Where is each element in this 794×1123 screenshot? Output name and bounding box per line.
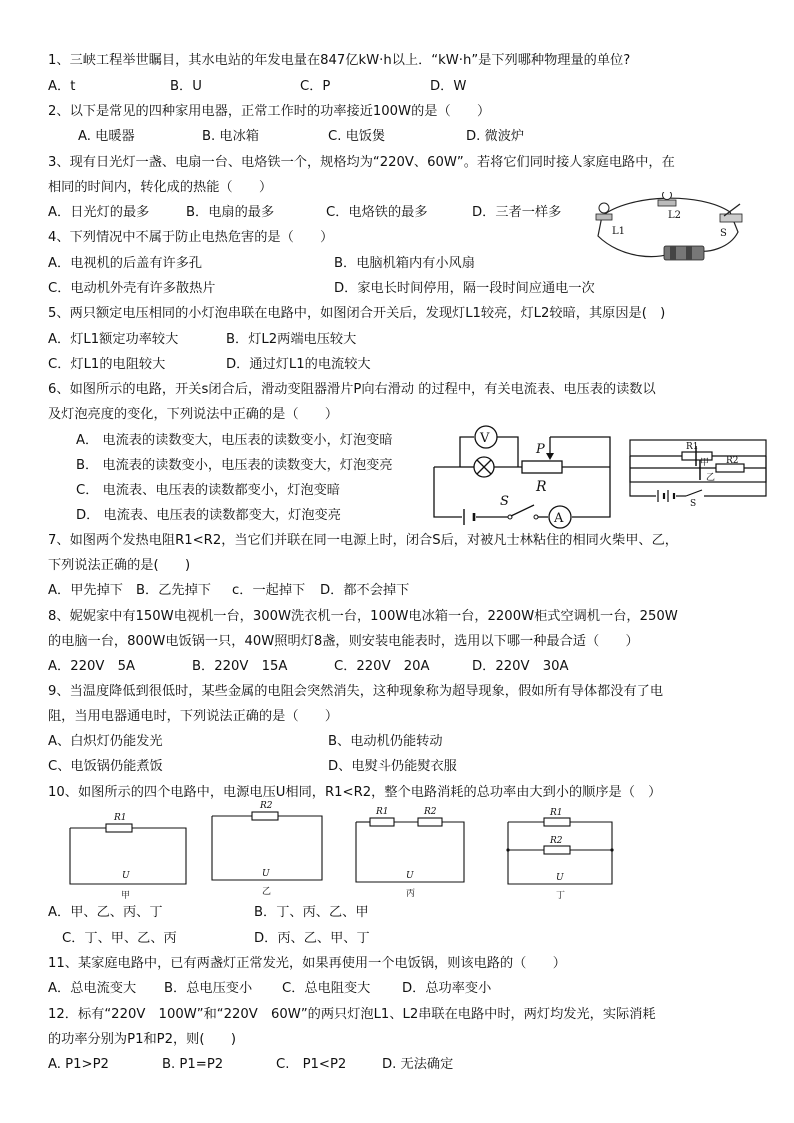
q3-stem-line1: 3、现有日光灯一盏、电扇一台、电烙铁一个，规格均为“220V、60W”。若将它们同时接人家庭电路中，在 [48,155,675,170]
q4-option-b: B．电脑机箱内有小风扇 [334,256,475,271]
q10-bing-r2: R2 [424,807,437,817]
q2-option-c: C. 电饭煲 [328,129,386,144]
q10-option-a: A．甲、乙、丙、丁 [48,905,163,920]
q10-ding-r1: R1 [550,808,563,818]
q5-label-l1: L1 [612,226,626,237]
q3-option-d: D．三者一样多 [472,205,562,220]
q12-option-b: B. P1=P2 [162,1057,224,1072]
q10-yi-name: 乙 [262,887,272,896]
q10-jia-name: 甲 [121,891,131,900]
q5-option-c: C．灯L1的电阻较大 [48,357,166,372]
q7-label-r1: R1 [686,442,699,452]
q7-option-b: B．乙先掉下 [136,583,211,598]
q3-option-a: A．日光灯的最多 [48,205,150,220]
q3-option-b: B．电扇的最多 [186,205,275,220]
q11-option-b: B．总电压变小 [164,981,253,996]
q9-option-b: B、电动机仍能转动 [328,734,443,749]
q1-option-b: B．U [170,79,202,94]
q11-option-c: C．总电阻变大 [282,981,371,996]
q6-option-c: C． 电流表、电压表的读数都变小，灯泡变暗 [76,483,340,498]
q5-option-b: B．灯L2两端电压较大 [226,332,357,347]
q11-stem: 11、某家庭电路中，已有两盏灯正常发光，如果再使用一个电饭锅，则该电路的（ ） [48,956,566,971]
q2-option-d: D. 微波炉 [466,129,525,144]
q10-stem: 10、如图所示的四个电路中，电源电压U相同，R1<R2，整个电路消耗的总功率由大到小的顺序是（ ） [48,785,662,800]
q8-option-b: B．220V 15A [192,659,288,674]
q1-stem: 1、三峡工程举世瞩目，其水电站的年发电量在847亿kW·h以上．“kW·h”是下列哪种物理量的单位? [48,53,631,68]
q4-option-a: A．电视机的后盖有许多孔 [48,256,203,271]
q8-stem-line2: 的电脑一台，800W电饭锅一只，40W照明灯8盏，则安装电能表时，选用以下哪一种最合适（ ） [48,634,639,649]
q10-ding-u: U [556,873,564,883]
q9-stem-line1: 9、当温度降低到很低时，某些金属的电阻会突然消失，这种现象称为超导现象，假如所有导体都没有了电 [48,684,664,699]
q10-circuit-yi [208,800,326,896]
q7-stem-line1: 7、如图两个发热电阻R1<R2，当它们并联在同一电源上时，闭合S后，对被凡士林粘住的相同火柴甲、乙， [48,533,678,548]
q8-option-a: A．220V 5A [48,659,135,674]
q4-stem: 4、下列情况中不属于防止电热危害的是（ ） [48,230,334,245]
q9-option-d: D、电熨斗仍能熨衣服 [328,759,457,774]
q6-option-a: A． 电流表的读数变大，电压表的读数变小，灯泡变暗 [76,433,393,448]
q6-option-d: D． 电流表、电压表的读数都变大，灯泡变亮 [76,508,341,523]
q6-label-s: S [500,494,509,509]
q7-circuit-figure [626,436,772,506]
q10-jia-r1: R1 [114,813,127,823]
q1-option-d: D．W [430,79,467,94]
q7-label-r2: R2 [726,456,739,466]
q6-label-a: A [554,511,564,526]
q4-option-c: C．电动机外壳有许多散热片 [48,281,216,296]
q10-yi-r2: R2 [260,801,273,811]
q12-option-c: C. P1<P2 [276,1057,347,1072]
q5-option-d: D．通过灯L1的电流较大 [226,357,371,372]
q3-stem-line2: 相同的时间内，转化成的热能（ ） [48,180,273,195]
q6-stem-line2: 及灯泡亮度的变化，下列说法中正确的是（ ） [48,407,339,422]
q10-option-d: D．丙、乙、甲、丁 [254,931,370,946]
q12-option-a: A. P1>P2 [48,1057,109,1072]
q9-option-a: A、白炽灯仍能发光 [48,734,163,749]
q8-stem-line1: 8、妮妮家中有150W电视机一台，300W洗衣机一台，100W电冰箱一台，2200W柜式空调机一台，250W [48,609,678,624]
q2-option-b: B. 电冰箱 [202,129,259,144]
q7-label-s: S [690,499,697,506]
q10-circuit-jia [66,808,190,900]
q2-stem: 2、以下是常见的四种家用电器，正常工作时的功率接近100W的是（ ） [48,104,491,119]
q7-label-yi: 乙 [706,473,716,483]
q10-circuit-bing [352,802,470,898]
q2-option-a: A. 电暖器 [78,129,135,144]
q10-circuit-ding [504,808,616,902]
q3-option-c: C．电烙铁的最多 [326,205,428,220]
q5-label-s: S [720,228,727,239]
q9-option-c: C、电饭锅仍能煮饭 [48,759,163,774]
q11-option-d: D．总功率变小 [402,981,492,996]
q7-option-d: D．都不会掉下 [320,583,410,598]
q5-label-l2: L2 [668,210,682,221]
q12-option-d: D. 无法确定 [382,1057,454,1072]
q10-bing-u: U [406,871,414,881]
q6-stem-line1: 6、如图所示的电路，开关s闭合后，滑动变阻器滑片P向右滑动 的过程中，有关电流表、电压表的读数以 [48,382,656,397]
q10-yi-u: U [262,869,270,879]
q10-option-c: C．丁、甲、乙、丙 [62,931,177,946]
q6-label-v: V [480,431,490,446]
q6-option-b: B． 电流表的读数变小，电压表的读数变大，灯泡变亮 [76,458,393,473]
q1-option-a: A．t [48,79,76,94]
q12-stem-line1: 12．标有“220V 100W”和“220V 60W”的两只灯泡L1、L2串联在电路中时，两灯均发光，实际消耗 [48,1007,656,1022]
q7-label-jia: 甲 [700,458,710,468]
q10-ding-name: 丁 [556,891,566,901]
q5-stem: 5、两只额定电压相同的小灯泡串联在电路中，如图闭合开关后，发现灯L1较亮，灯L2较暗，其原因是( ) [48,306,666,321]
q11-option-a: A．总电流变大 [48,981,137,996]
q10-jia-u: U [122,871,130,881]
q10-bing-r1: R1 [376,807,389,817]
q5-circuit-figure [590,192,750,270]
q7-option-a: A．甲先掉下 [48,583,123,598]
q8-option-d: D．220V 30A [472,659,569,674]
q10-bing-name: 丙 [406,889,416,898]
q10-option-b: B．丁、丙、乙、甲 [254,905,369,920]
q4-option-d: D．家电长时间停用，隔一段时间应通电一次 [334,281,595,296]
q7-option-c: c．一起掉下 [232,583,306,598]
q1-option-c: C．P [300,79,331,94]
q6-label-p: P [536,442,545,457]
q10-ding-r2: R2 [550,836,563,846]
q9-stem-line2: 阻，当用电器通电时，下列说法正确的是（ ） [48,709,339,724]
q7-stem-line2: 下列说法正确的是( ) [48,558,191,573]
q6-circuit-figure [430,425,615,533]
q8-option-c: C．220V 20A [334,659,430,674]
q5-option-a: A．灯L1额定功率较大 [48,332,179,347]
q6-label-r: R [536,479,547,495]
q12-stem-line2: 的功率分别为P1和P2，则( ) [48,1032,237,1047]
